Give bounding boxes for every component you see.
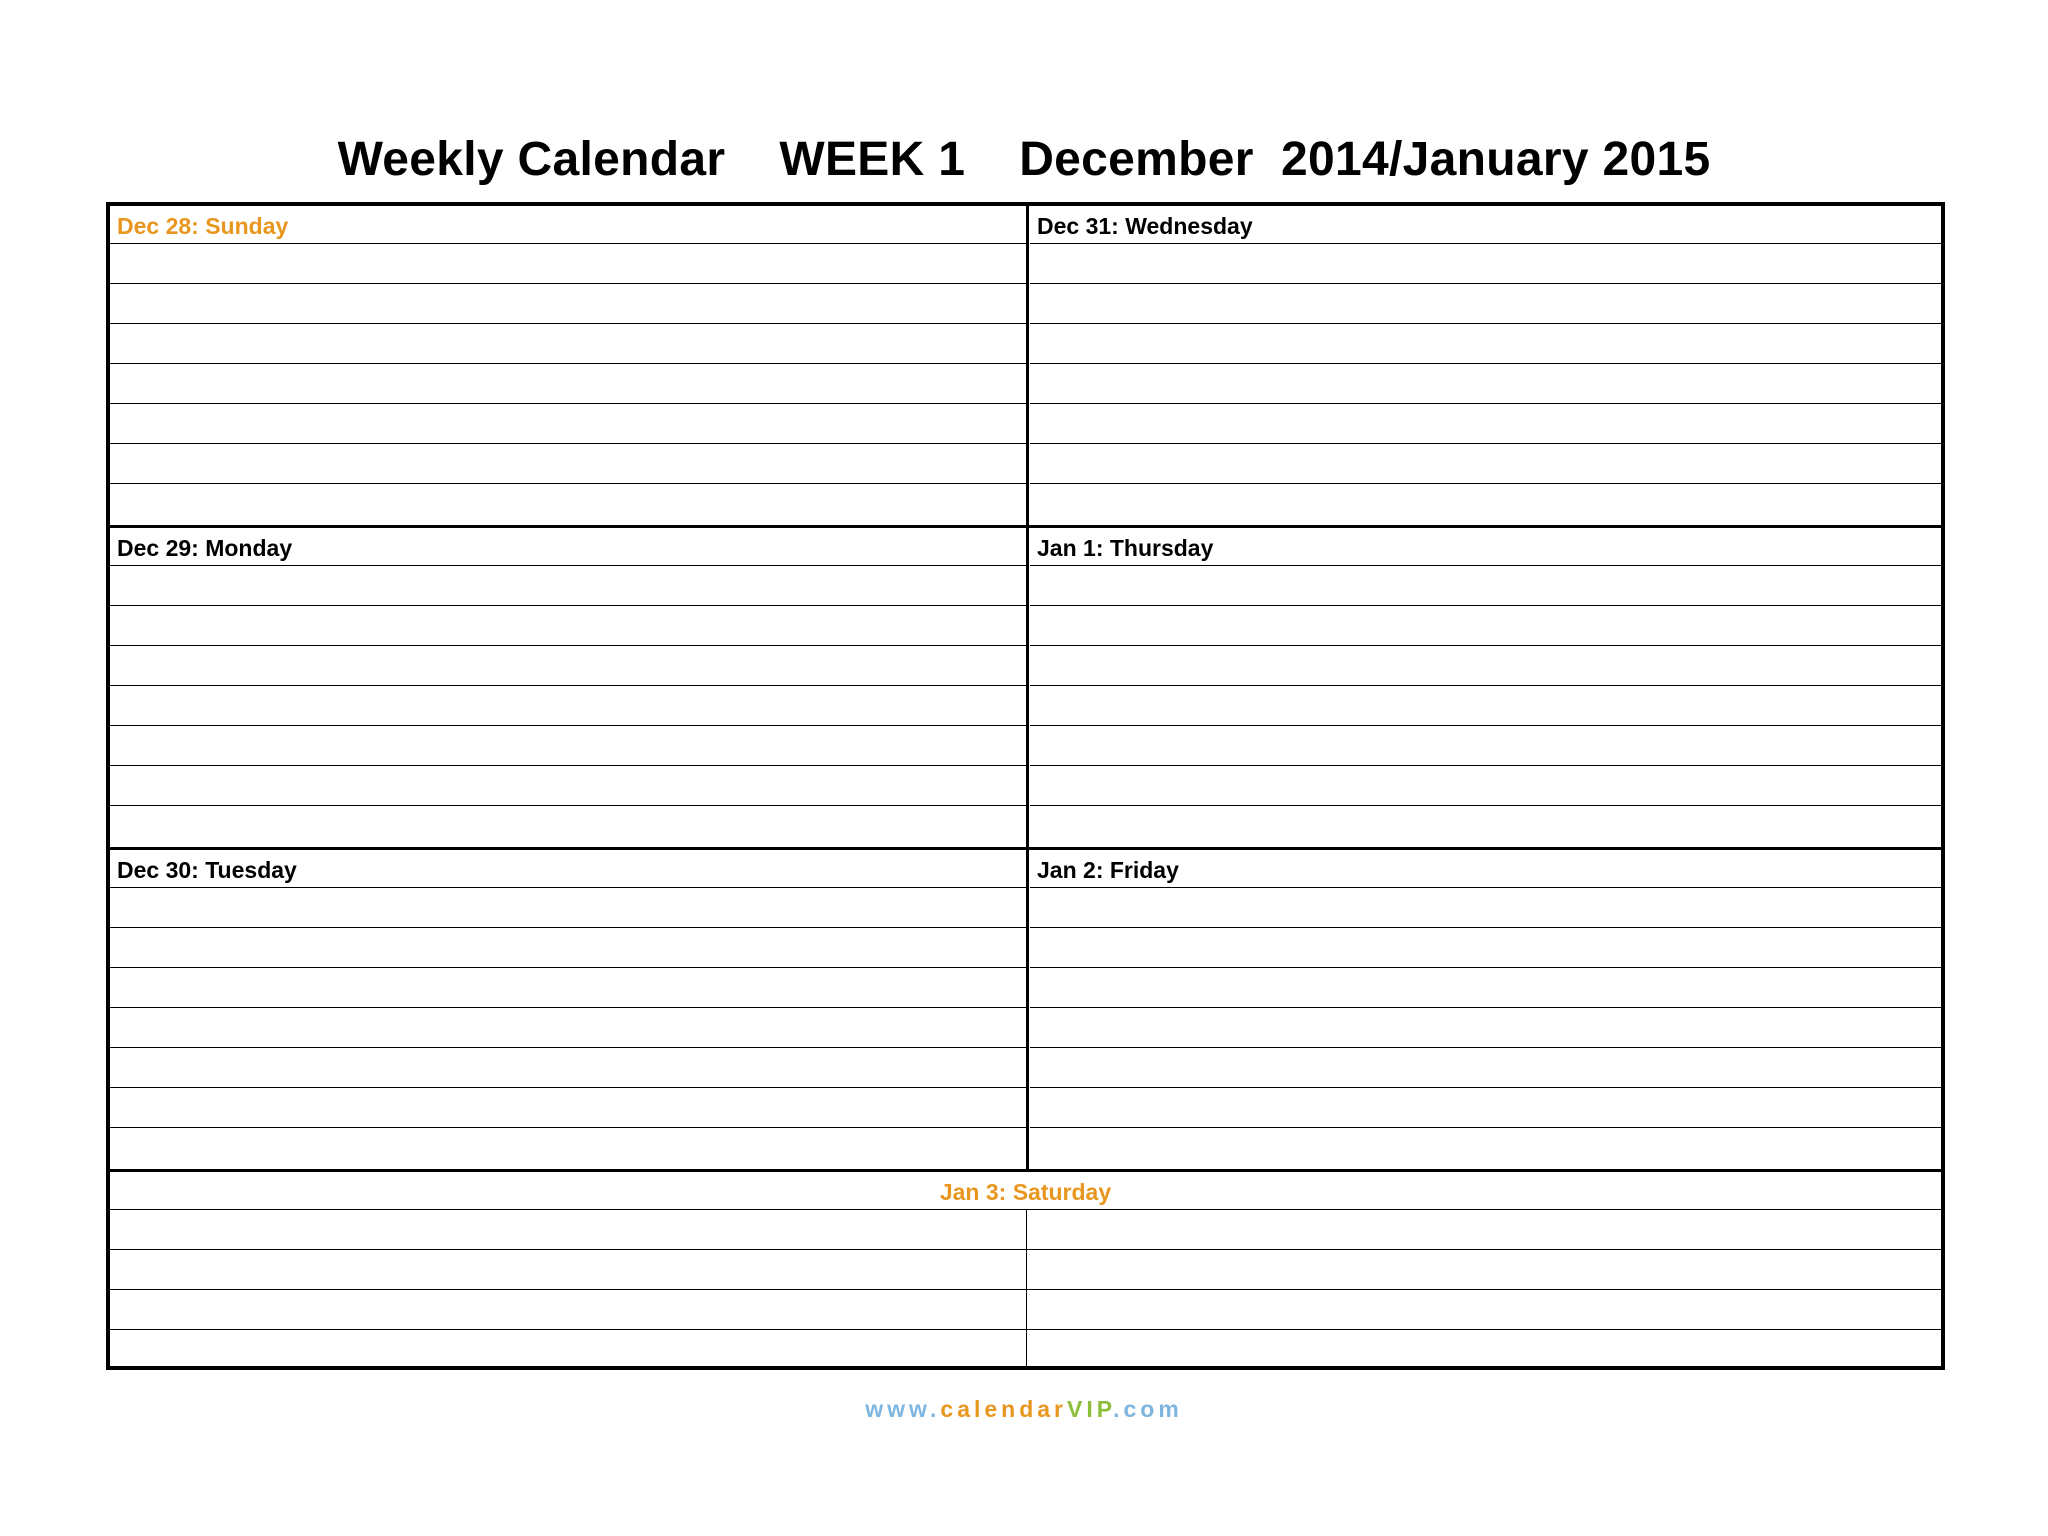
- day-header-saturday: Jan 3: Saturday: [939, 1179, 1112, 1205]
- day-block-monday: [110, 528, 1027, 848]
- day-header-friday: Jan 2: Friday: [1037, 857, 1179, 883]
- day-block-thursday: [1030, 528, 1941, 848]
- footer-url-vip: VIP: [1067, 1396, 1114, 1422]
- saturday-column-divider: [1026, 1209, 1027, 1366]
- day-block-saturday: [110, 1172, 1941, 1366]
- column-divider: [1026, 206, 1029, 1170]
- day-header-thursday: Jan 1: Thursday: [1037, 535, 1214, 561]
- day-block-friday: [1030, 850, 1941, 1170]
- footer-url-suffix: .com: [1113, 1396, 1183, 1422]
- day-block-wednesday: [1030, 206, 1941, 526]
- footer-url-prefix: www.: [865, 1396, 941, 1422]
- calendar-grid: [106, 202, 1945, 1370]
- day-block-tuesday: [110, 850, 1027, 1170]
- day-header-monday: Dec 29: Monday: [117, 535, 293, 561]
- day-header-tuesday: Dec 30: Tuesday: [117, 857, 297, 883]
- row-divider-2: [110, 847, 1941, 850]
- title-date-range: December 2014/January 2015: [1019, 133, 1711, 186]
- footer-url-calendar: calendar: [940, 1396, 1068, 1422]
- day-block-sunday: [110, 206, 1027, 526]
- row-divider-1: [110, 525, 1941, 528]
- day-header-wednesday: Dec 31: Wednesday: [1037, 213, 1253, 239]
- page-title: [0, 125, 2048, 195]
- title-week-number: WEEK 1: [779, 133, 966, 186]
- title-weekly-calendar: Weekly Calendar: [337, 133, 726, 186]
- footer-website-url[interactable]: [0, 1394, 2048, 1424]
- day-header-sunday: Dec 28: Sunday: [117, 213, 289, 239]
